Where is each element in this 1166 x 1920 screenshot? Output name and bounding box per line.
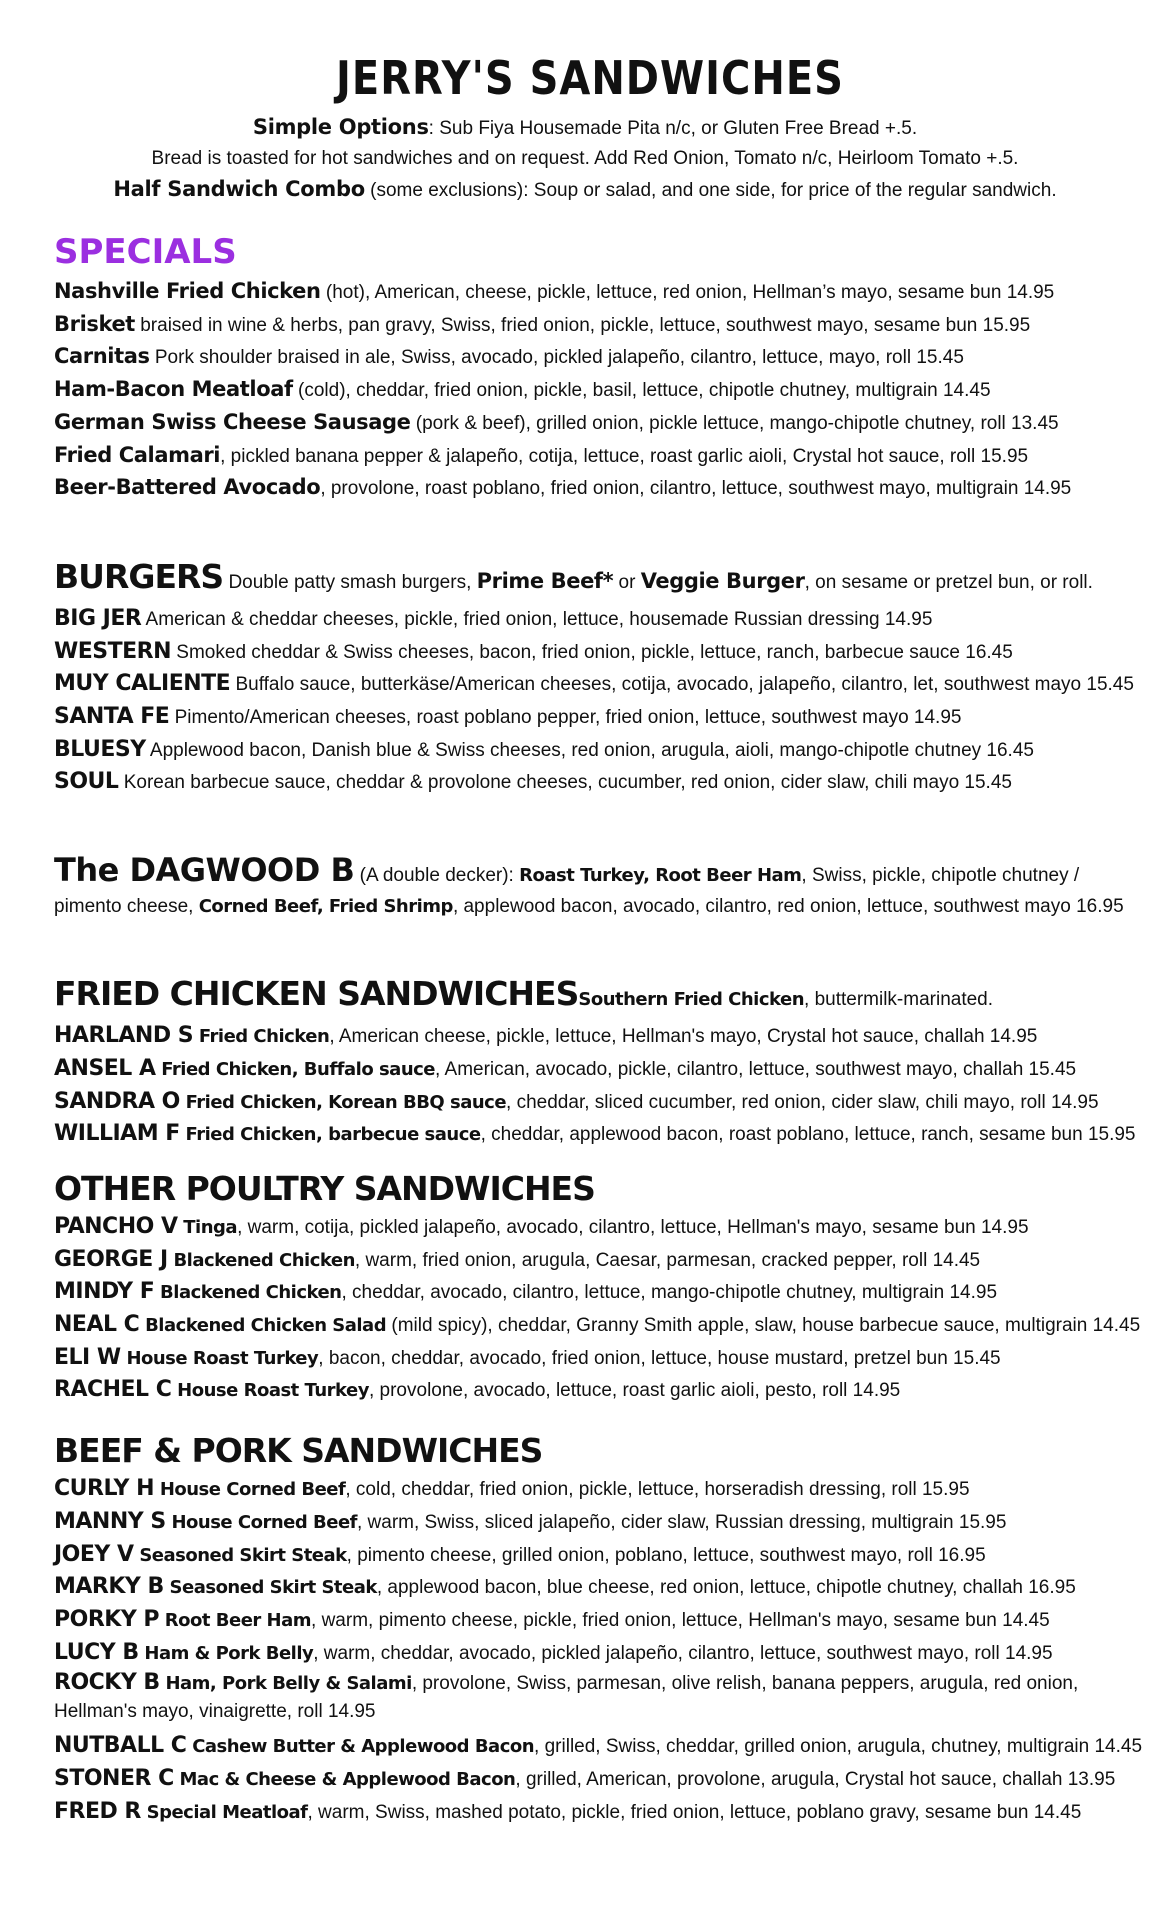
item-desc: , bacon, cheddar, avocado, fried onion, lettuce, house mustard, pretzel bun 15.45 xyxy=(318,1347,1001,1369)
burgers-intro-b: or xyxy=(613,571,641,593)
beef-pork-list xyxy=(54,1473,1143,1828)
poultry-list xyxy=(54,1211,1141,1407)
menu-title: JERRY'S SANDWICHES xyxy=(336,52,844,106)
burgers-intro-a: Double patty smash burgers, xyxy=(223,571,477,593)
menu-item xyxy=(54,603,1126,636)
item-name: MINDY F xyxy=(54,1279,155,1305)
menu-item xyxy=(54,1539,1126,1572)
menu-item xyxy=(54,701,1126,734)
menu-item xyxy=(54,276,1126,309)
menu-item xyxy=(54,1342,1126,1375)
item-name: HARLAND S xyxy=(54,1023,194,1049)
item-name: Nashville Fried Chicken xyxy=(54,279,321,303)
menu-item xyxy=(54,1086,1126,1119)
item-name: STONER C xyxy=(54,1766,174,1792)
item-sub: Blackened Chicken xyxy=(167,1249,355,1271)
menu-item xyxy=(54,1276,1126,1309)
item-desc: Applewood bacon, Danish blue & Swiss cheeses, red onion, arugula, aioli, mango-chipotle chutney 16.45 xyxy=(145,739,1034,761)
menu-item xyxy=(54,1374,1126,1407)
item-name: Brisket xyxy=(54,311,135,336)
item-name: BIG JER xyxy=(54,605,142,631)
menu-item xyxy=(54,1053,1126,1086)
fried-chicken-heading: FRIED CHICKEN SANDWICHES xyxy=(54,974,579,1014)
menu-item xyxy=(54,1473,1126,1506)
burgers-heading: BURGERS xyxy=(54,556,224,596)
item-name: Carnitas xyxy=(54,344,150,369)
item-sub: House Corned Beef xyxy=(165,1511,357,1533)
menu-item xyxy=(54,1309,1141,1342)
dagwood-text-2: , Swiss, pickle, chipotle chutney / pimento cheese, xyxy=(54,865,1080,918)
item-desc: Buffalo sauce, butterkäse/American cheeses, cotija, avocado, jalapeño, cilantro, let, southwest mayo 15.45 xyxy=(230,674,1134,696)
item-desc: , warm, fried onion, arugula, Caesar, parmesan, cracked pepper, roll 14.45 xyxy=(354,1249,981,1271)
item-desc: , provolone, roast poblano, fried onion, cilantro, lettuce, southwest mayo, multigrain 14.95 xyxy=(320,478,1072,500)
intro-block xyxy=(54,112,1116,206)
item-name: SOUL xyxy=(54,769,119,795)
southern-fried-chicken-label: Southern Fried Chicken xyxy=(578,989,805,1011)
menu-item xyxy=(54,374,1126,407)
item-desc: , warm, pimento cheese, pickle, fried onion, lettuce, Hellman's mayo, sesame bun 14.45 xyxy=(311,1609,1050,1631)
item-sub: Fried Chicken xyxy=(193,1026,330,1048)
menu-item xyxy=(54,636,1126,669)
item-name: Beer-Battered Avocado xyxy=(54,475,321,500)
item-sub: House Corned Beef xyxy=(154,1479,346,1501)
prime-beef-label: Prime Beef* xyxy=(476,568,614,593)
item-desc: , pimento cheese, grilled onion, poblano, lettuce, southwest mayo, roll 16.95 xyxy=(346,1544,986,1566)
menu-item xyxy=(54,440,1126,473)
item-desc: , provolone, avocado, lettuce, roast garlic aioli, pesto, roll 14.95 xyxy=(368,1380,901,1402)
item-sub: House Roast Turkey xyxy=(120,1347,319,1369)
menu-item xyxy=(54,1118,1136,1151)
specials-heading: SPECIALS xyxy=(54,232,237,272)
burgers-heading-line xyxy=(54,557,1126,603)
item-sub: Seasoned Skirt Steak xyxy=(163,1577,377,1599)
item-desc: Pimento/American cheeses, roast poblano pepper, fried onion, lettuce, southwest mayo 14.95 xyxy=(169,707,962,729)
item-sub: Ham, Pork Belly & Salami xyxy=(159,1673,412,1695)
item-name: NUTBALL C xyxy=(54,1733,187,1759)
burgers-list xyxy=(54,603,1134,799)
fried-chicken-sub xyxy=(578,989,804,1010)
item-name: PORKY P xyxy=(54,1606,160,1632)
fried-chicken-sub-rest: , buttermilk-marinated. xyxy=(804,989,994,1011)
specials-list xyxy=(54,276,1126,505)
item-desc: , cheddar, applewood bacon, roast poblano, lettuce, ranch, sesame bun 15.95 xyxy=(480,1124,1136,1146)
item-name: ROCKY B xyxy=(54,1670,160,1696)
item-desc: , pickled banana pepper & jalapeño, cotija, lettuce, roast garlic aioli, Crystal hot sauce, roll 15.95 xyxy=(220,445,1029,467)
menu-item xyxy=(54,1571,1126,1604)
specials-section xyxy=(54,232,1126,505)
menu-item xyxy=(54,1604,1126,1637)
item-sub: Ham & Pork Belly xyxy=(138,1642,314,1664)
item-name: SANTA FE xyxy=(54,704,170,730)
item-name: WILLIAM F xyxy=(54,1121,180,1147)
fried-chicken-list xyxy=(54,1020,1136,1151)
intro-line-1-text: : Sub Fiya Housemade Pita n/c, or Gluten Free Bread +.5. xyxy=(428,118,918,139)
intro-line-2: Bread is toasted for hot sandwiches and on request. Add Red Onion, Tomato n/c, Heirloom Tomato +.5. xyxy=(151,148,1019,169)
item-sub: Special Meatloaf xyxy=(140,1801,308,1823)
dagwood-heading: The DAGWOOD B xyxy=(54,851,355,890)
menu-item xyxy=(54,1020,1126,1053)
item-name: ANSEL A xyxy=(54,1055,156,1081)
burgers-intro-c: , on sesame or pretzel bun, or roll. xyxy=(804,571,1093,593)
menu-item xyxy=(54,1637,1126,1670)
item-name: FRED R xyxy=(54,1798,141,1824)
item-desc: Smoked cheddar & Swiss cheeses, bacon, fried onion, pickle, lettuce, ranch, barbecue sauce 16.45 xyxy=(171,641,1013,663)
menu-item xyxy=(54,766,1126,799)
item-desc: braised in wine & herbs, pan gravy, Swiss, fried onion, pickle, lettuce, southwest mayo, sesame bun 15.95 xyxy=(134,314,1031,336)
menu-item xyxy=(54,1730,1143,1763)
item-desc: , warm, cheddar, avocado, pickled jalapeño, cilantro, lettuce, southwest mayo, roll 14.95 xyxy=(313,1642,1053,1664)
poultry-heading: OTHER POULTRY SANDWICHES xyxy=(54,1168,595,1208)
item-desc: , cheddar, avocado, cilantro, lettuce, mango-chipotle chutney, multigrain 14.95 xyxy=(341,1282,998,1304)
item-sub: House Roast Turkey xyxy=(171,1380,369,1402)
item-sub: Root Beer Ham xyxy=(159,1609,312,1631)
intro-line-3 xyxy=(54,174,1116,206)
burgers-section xyxy=(54,556,1134,799)
fried-chicken-section xyxy=(54,974,1136,1151)
item-name: Fried Calamari xyxy=(54,442,221,467)
item-desc: (mild spicy), cheddar, Granny Smith apple, slaw, house barbecue sauce, multigrain 14.45 xyxy=(386,1315,1141,1337)
item-desc: , warm, Swiss, sliced jalapeño, cider slaw, Russian dressing, multigrain 15.95 xyxy=(356,1511,1007,1533)
item-name: German Swiss Cheese Sausage xyxy=(54,409,411,434)
item-name: JOEY V xyxy=(54,1541,134,1567)
item-name: GEORGE J xyxy=(54,1246,168,1272)
menu-item xyxy=(54,407,1126,440)
item-name: MUY CALIENTE xyxy=(54,671,231,697)
intro-line-3-text: (some exclusions): Soup or salad, and one side, for price of the regular sandwich. xyxy=(364,180,1057,201)
menu-item xyxy=(54,472,1126,505)
item-sub: Fried Chicken, barbecue sauce xyxy=(179,1124,481,1146)
item-desc: , American, avocado, pickle, cilantro, lettuce, southwest mayo, challah 15.45 xyxy=(435,1058,1077,1080)
simple-options-label: Simple Options xyxy=(252,115,429,139)
item-name: Ham-Bacon Meatloaf xyxy=(54,377,293,402)
dagwood-sub-2: Corned Beef, Fried Shrimp xyxy=(198,896,453,918)
veggie-burger-label: Veggie Burger xyxy=(640,568,805,593)
menu-item xyxy=(54,668,1134,701)
poultry-section xyxy=(54,1167,1141,1407)
item-sub: Tinga xyxy=(177,1216,238,1238)
item-name: CURLY H xyxy=(54,1476,155,1502)
menu-item xyxy=(54,734,1126,767)
intro-line-1 xyxy=(54,112,1116,144)
menu-item xyxy=(54,1506,1126,1539)
item-name: MANNY S xyxy=(54,1508,166,1534)
item-desc: , applewood bacon, blue cheese, red onion, lettuce, chipotle chutney, challah 16.95 xyxy=(376,1577,1076,1599)
item-desc: (pork & beef), grilled onion, pickle lettuce, mango-chipotle chutney, roll 13.45 xyxy=(410,412,1059,434)
item-sub: Blackened Chicken Salad xyxy=(139,1315,387,1337)
menu-item xyxy=(54,309,1126,342)
item-desc: (cold), cheddar, fried onion, pickle, basil, lettuce, chipotle chutney, multigrain 14.45 xyxy=(292,380,991,402)
dagwood-text-3: , applewood bacon, avocado, cilantro, red onion, lettuce, southwest mayo 16.95 xyxy=(452,896,1124,918)
item-desc: American & cheddar cheeses, pickle, fried onion, lettuce, housemade Russian dressing 14.95 xyxy=(141,608,933,630)
menu-item xyxy=(54,1669,1114,1730)
menu-item xyxy=(54,1763,1126,1796)
dagwood-text-1: (A double decker): xyxy=(354,865,520,887)
item-sub: Fried Chicken, Korean BBQ sauce xyxy=(179,1091,507,1113)
item-name: RACHEL C xyxy=(54,1377,172,1403)
item-desc: , warm, cotija, pickled jalapeño, avocado, cilantro, lettuce, Hellman's mayo, sesame bun 14.95 xyxy=(237,1216,1029,1238)
item-sub: Seasoned Skirt Steak xyxy=(133,1544,347,1566)
menu-item xyxy=(54,341,1126,374)
item-sub: Cashew Butter & Applewood Bacon xyxy=(186,1736,535,1758)
menu-item xyxy=(54,1211,1126,1244)
item-desc: Korean barbecue sauce, cheddar & provolone cheeses, cucumber, red onion, cider slaw, chili mayo 15.45 xyxy=(118,772,1012,794)
item-name: LUCY B xyxy=(54,1639,139,1665)
item-name: ELI W xyxy=(54,1344,121,1370)
menu-item xyxy=(54,1244,1126,1277)
item-desc: Pork shoulder braised in ale, Swiss, avocado, pickled jalapeño, cilantro, lettuce, mayo, roll 15.45 xyxy=(149,347,964,369)
item-desc: , grilled, American, provolone, arugula, Crystal hot sauce, challah 13.95 xyxy=(515,1769,1116,1791)
item-desc: , provolone, Swiss, parmesan, olive relish, banana peppers, arugula, red onion, Hellman's mayo, vinaigrette, roll 14.95 xyxy=(54,1673,1079,1723)
item-desc: , grilled, Swiss, cheddar, grilled onion, arugula, chutney, multigrain 14.45 xyxy=(534,1736,1143,1758)
item-sub: Blackened Chicken xyxy=(154,1282,342,1304)
item-desc: , cold, cheddar, fried onion, pickle, lettuce, horseradish dressing, roll 15.95 xyxy=(345,1479,970,1501)
item-name: SANDRA O xyxy=(54,1088,180,1114)
item-desc: , warm, Swiss, mashed potato, pickle, fried onion, lettuce, poblano gravy, sesame bun 14.45 xyxy=(307,1801,1082,1823)
fried-chicken-heading-line xyxy=(54,974,1126,1020)
item-desc: , American cheese, pickle, lettuce, Hellman's mayo, Crystal hot sauce, challah 14.95 xyxy=(329,1026,1038,1048)
half-sandwich-label: Half Sandwich Combo xyxy=(113,177,365,201)
item-sub: Mac & Cheese & Applewood Bacon xyxy=(173,1769,516,1791)
item-sub: Fried Chicken, Buffalo sauce xyxy=(155,1058,436,1080)
item-name: PANCHO V xyxy=(54,1213,178,1239)
item-desc: , cheddar, sliced cucumber, red onion, cider slaw, chili mayo, roll 14.95 xyxy=(506,1091,1099,1113)
dagwood-section xyxy=(54,851,1124,922)
item-name: WESTERN xyxy=(54,638,172,664)
beef-pork-heading: BEEF & PORK SANDWICHES xyxy=(54,1431,543,1471)
item-name: NEAL C xyxy=(54,1312,140,1338)
menu-item xyxy=(54,1796,1126,1829)
item-name: MARKY B xyxy=(54,1574,164,1600)
item-name: BLUESY xyxy=(54,736,146,762)
dagwood-sub-1: Roast Turkey, Root Beer Ham xyxy=(519,865,802,887)
item-desc: (hot), American, cheese, pickle, lettuce, red onion, Hellman’s mayo, sesame bun 14.95 xyxy=(320,282,1055,303)
beef-pork-section xyxy=(54,1429,1143,1828)
